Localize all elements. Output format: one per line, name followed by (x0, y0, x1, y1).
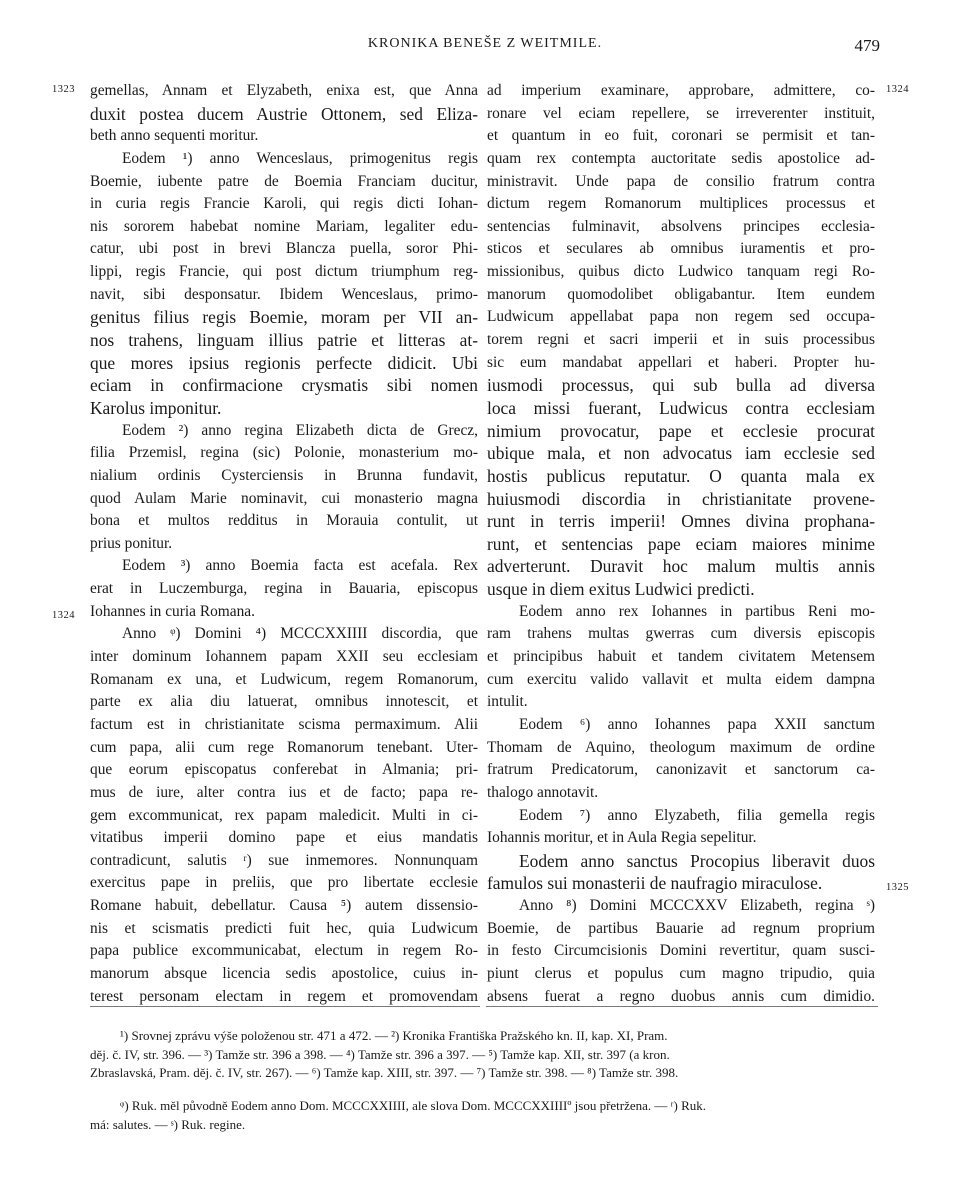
text-line: exercitus pape in preliis, que pro libertate ecclesie (90, 874, 478, 892)
text-line: adverterunt. Duravit hoc malum multis annis (487, 556, 875, 577)
footnote-line: Zbraslavská, Pram. děj. č. IV, str. 267). — ⁶) Tamže kap. XIII, str. 397. — ⁷) Tamže str. 398. — ⁸) Tamže str. 398. (90, 1065, 679, 1080)
text-line: Eodem ¹) anno Wenceslaus, primogenitus regis (122, 149, 478, 167)
text-line: absens fuerat a regno duobus annis cum dimidio. (487, 987, 875, 1005)
text-line: thalogo annotavit. (487, 783, 599, 801)
text-line: Iohannis moritur, et in Aula Regia sepelitur. (487, 829, 757, 847)
text-line: mus de iure, alter contra ius et de facto; papa re- (90, 783, 478, 801)
footnote-line: ᵠ) Ruk. měl původně Eodem anno Dom. MCCCXXIIII, ale slova Dom. MCCCXXIIIIº jsou přetržena. — ʳ) Ruk. (120, 1098, 707, 1113)
text-line: contradicunt, salutis ʳ) sue inmemores. Nonnunquam (90, 851, 478, 869)
margin-year: 1323 (52, 84, 75, 95)
text-line: factum est in christianitate scisma permaximum. Alii (90, 715, 478, 733)
text-line: erat in Luczemburga, regina in Bauaria, episcopus (90, 580, 478, 598)
footnote-line: má: salutes. — ˢ) Ruk. regine. (90, 1116, 246, 1132)
text-line: sic eum mandabat appellari et haberi. Propter hu- (487, 353, 875, 371)
text-line: famulos sui monasterii de naufragio miraculose. (487, 873, 823, 894)
text-line: piunt clerus et populus cum magno tripudio, quia (487, 964, 875, 982)
text-line: nis sororem habebat nomine Mariam, legaliter edu- (90, 217, 478, 235)
text-line: beth anno sequenti moritur. (90, 127, 259, 145)
margin-year: 1324 (886, 84, 909, 95)
text-line: Anno ⁸) Domini MCCCXXV Elizabeth, regina ˢ) (519, 897, 875, 915)
text-line: sentencias fulminavit, absolvens principes ecclesia- (487, 217, 875, 235)
footnote-line: děj. č. IV, str. 396. — ³) Tamže str. 396 a 398. — ⁴) Tamže str. 396 a 397. — ⁵) Tamže kap. XII, str. 397 (a kron. (90, 1046, 670, 1062)
text-line: Eodem anno rex Iohannes in partibus Reni mo- (519, 602, 875, 620)
page-number: 479 (854, 36, 880, 55)
footnote-line: ¹) Srovnej zprávu výše položenou str. 471 a 472. — ²) Kronika Františka Pražského kn. II, kap. XI, Pram. (120, 1028, 668, 1043)
text-line: Eodem ⁶) anno Iohannes papa XXII sanctum (519, 715, 875, 733)
text-line: que eorum episcopatus conferebat in Almania; pri- (90, 761, 478, 779)
right-text-column (487, 80, 875, 1008)
text-line: eciam in confirmacione crysmatis sibi nomen (90, 375, 478, 396)
text-line: in curia regis Francie Karoli, qui regis dicti Iohan- (90, 195, 478, 213)
text-line: lippi, regis Francie, qui post dictum triumphum reg- (90, 263, 478, 281)
text-line: Boemie, de partibus Bauarie ad regnum proprium (487, 919, 875, 937)
text-line: ministravit. Unde papa de consilio fratrum contra (487, 172, 875, 190)
text-line: et quantum in eo fuit, coronari se permisit et tan- (487, 127, 875, 145)
text-line: in festo Circumcisionis Domini revertitur, quam susci- (487, 942, 875, 960)
text-line: nialium ordinis Cysterciensis in Brunna fundavit, (90, 466, 478, 484)
text-line: prius ponitur. (90, 534, 173, 552)
text-line: runt in terris imperii! Omnes divina prophana- (487, 511, 875, 532)
text-line: Thomam de Aquino, theologum maximum de ordine (487, 738, 875, 756)
text-line: que mores ipsius regionis perfecte didicit. Ubi (90, 352, 478, 373)
text-line: quod Aulam Marie nominavit, cui monasterio magna (90, 489, 478, 507)
text-line: Romane habuit, debellatur. Causa ⁵) autem dissensio- (90, 897, 478, 915)
text-line: sticos et seculares ab omnibus iuramentis et pro- (487, 240, 875, 258)
text-line: hostis publicus reputatur. O quanta mala ex (487, 465, 875, 486)
text-line: Boemie, iubente patre de Boemia Franciam ducitur, (90, 172, 478, 190)
text-line: huiusmodi discordia in christianitate provene- (487, 488, 875, 509)
text-line: Ludwicum appellabat papa non regem sed occupa- (487, 308, 875, 326)
text-line: nimium provocatur, pape et ecclesie procurat (487, 420, 875, 441)
text-line: catur, ubi post in brevi Blancza puella, soror Phi- (90, 240, 478, 258)
text-line: papa publice excommunicabat, electum in regem Ro- (90, 942, 478, 960)
text-line: terest personam electam in regem et promovendam (90, 987, 478, 1005)
text-line: Anno ᵠ) Domini ⁴) MCCCXXIIII discordia, que (122, 625, 478, 643)
text-line: navit, sibi desponsatur. Ibidem Wenceslaus, primo- (90, 285, 478, 303)
margin-year: 1325 (886, 882, 909, 893)
footnote-divider (486, 1006, 878, 1007)
text-line: duxit postea ducem Austrie Ottonem, sed Eliza- (90, 103, 478, 124)
text-line: ubique mala, et non advocatus iam ecclesie sed (487, 443, 875, 464)
text-line: usque in diem exitus Ludwici predicti. (487, 579, 755, 600)
text-line: ram trahens multas gwerras cum diversis episcopis (487, 625, 875, 643)
text-line: Eodem ⁷) anno Elyzabeth, filia gemella regis (519, 806, 875, 824)
page-header (90, 36, 880, 60)
text-line: gemellas, Annam et Elyzabeth, enixa est, que Anna (90, 82, 478, 99)
text-line: Romanam ex una, et Ludwicum, regem Romanorum, (90, 670, 478, 688)
text-line: Iohannes in curia Romana. (90, 602, 255, 620)
text-line: dictum regem Romanorum multiplices processus et (487, 195, 875, 213)
text-line: iusmodi processus, qui sub bulla ad diversa (487, 375, 875, 396)
footnote-divider (90, 1006, 480, 1007)
text-line: genitus filius regis Boemie, moram per VII an- (90, 307, 478, 328)
running-title: KRONIKA BENEŠE Z WEITMILE. (367, 36, 603, 51)
text-line: missionibus, quibus dicto Ludwico tanquam regi Ro- (487, 263, 875, 281)
left-text-column (90, 80, 478, 1008)
text-line: Karolus imponitur. (90, 397, 222, 418)
text-line: nos trahens, linguam illius patrie et litteras at- (90, 330, 478, 351)
text-line: manorum absque licencia sedis apostolice, cuius in- (90, 964, 478, 982)
text-line: nis et scismatis predicti fuit hec, quia Ludwicum (90, 919, 478, 937)
text-line: torem regni et sacri imperii et in suis processibus (487, 331, 875, 349)
numbered-footnotes (90, 1027, 880, 1083)
text-line: filia Przemisl, regina (sic) Polonie, monasterium mo- (90, 444, 478, 462)
lettered-footnotes (90, 1097, 880, 1134)
text-line: Eodem anno sanctus Procopius liberavit duos (519, 850, 875, 871)
text-line: intulit. (487, 693, 528, 711)
text-line: runt, et sentencias pape eciam maiores minime (487, 533, 875, 554)
text-line: inter dominum Iohannem papam XXII seu ecclesiam (90, 648, 478, 666)
text-line: cum papa, alii cum rege Romanorum tenebant. Uter- (90, 738, 478, 756)
text-line: fratrum Predicatorum, canonizavit et sanctorum ca- (487, 761, 875, 779)
text-line: ronare vel eciam repellere, se irreverenter instituit, (487, 104, 875, 122)
margin-year: 1324 (52, 610, 75, 621)
text-line: bona et multos redditus in Morauia contulit, ut (90, 512, 478, 530)
text-line: et principibus habuit et tandem civitatem Metensem (487, 648, 875, 666)
text-line: Eodem ³) anno Boemia facta est acefala. Rex (122, 557, 478, 575)
text-line: ad imperium examinare, approbare, admittere, co- (487, 82, 875, 99)
text-line: quam rex contempta auctoritate sedis apostolice ad- (487, 149, 875, 167)
text-line: gem excommunicat, rex papam maledicit. Multi in ci- (90, 806, 478, 824)
text-line: manorum quomodolibet obligabantur. Item eundem (487, 285, 875, 303)
text-line: parte ex alia diu latuerat, omnibus innotescit, et (90, 693, 478, 711)
text-line: Eodem ²) anno regina Elizabeth dicta de Grecz, (122, 421, 478, 439)
text-line: vitatibus imperii domino pape et eius mandatis (90, 829, 478, 847)
text-line: cum exercitu valido vallavit et multa eidem dampna (487, 670, 875, 688)
text-line: loca missi fuerant, Ludwicus contra ecclesiam (487, 397, 875, 418)
